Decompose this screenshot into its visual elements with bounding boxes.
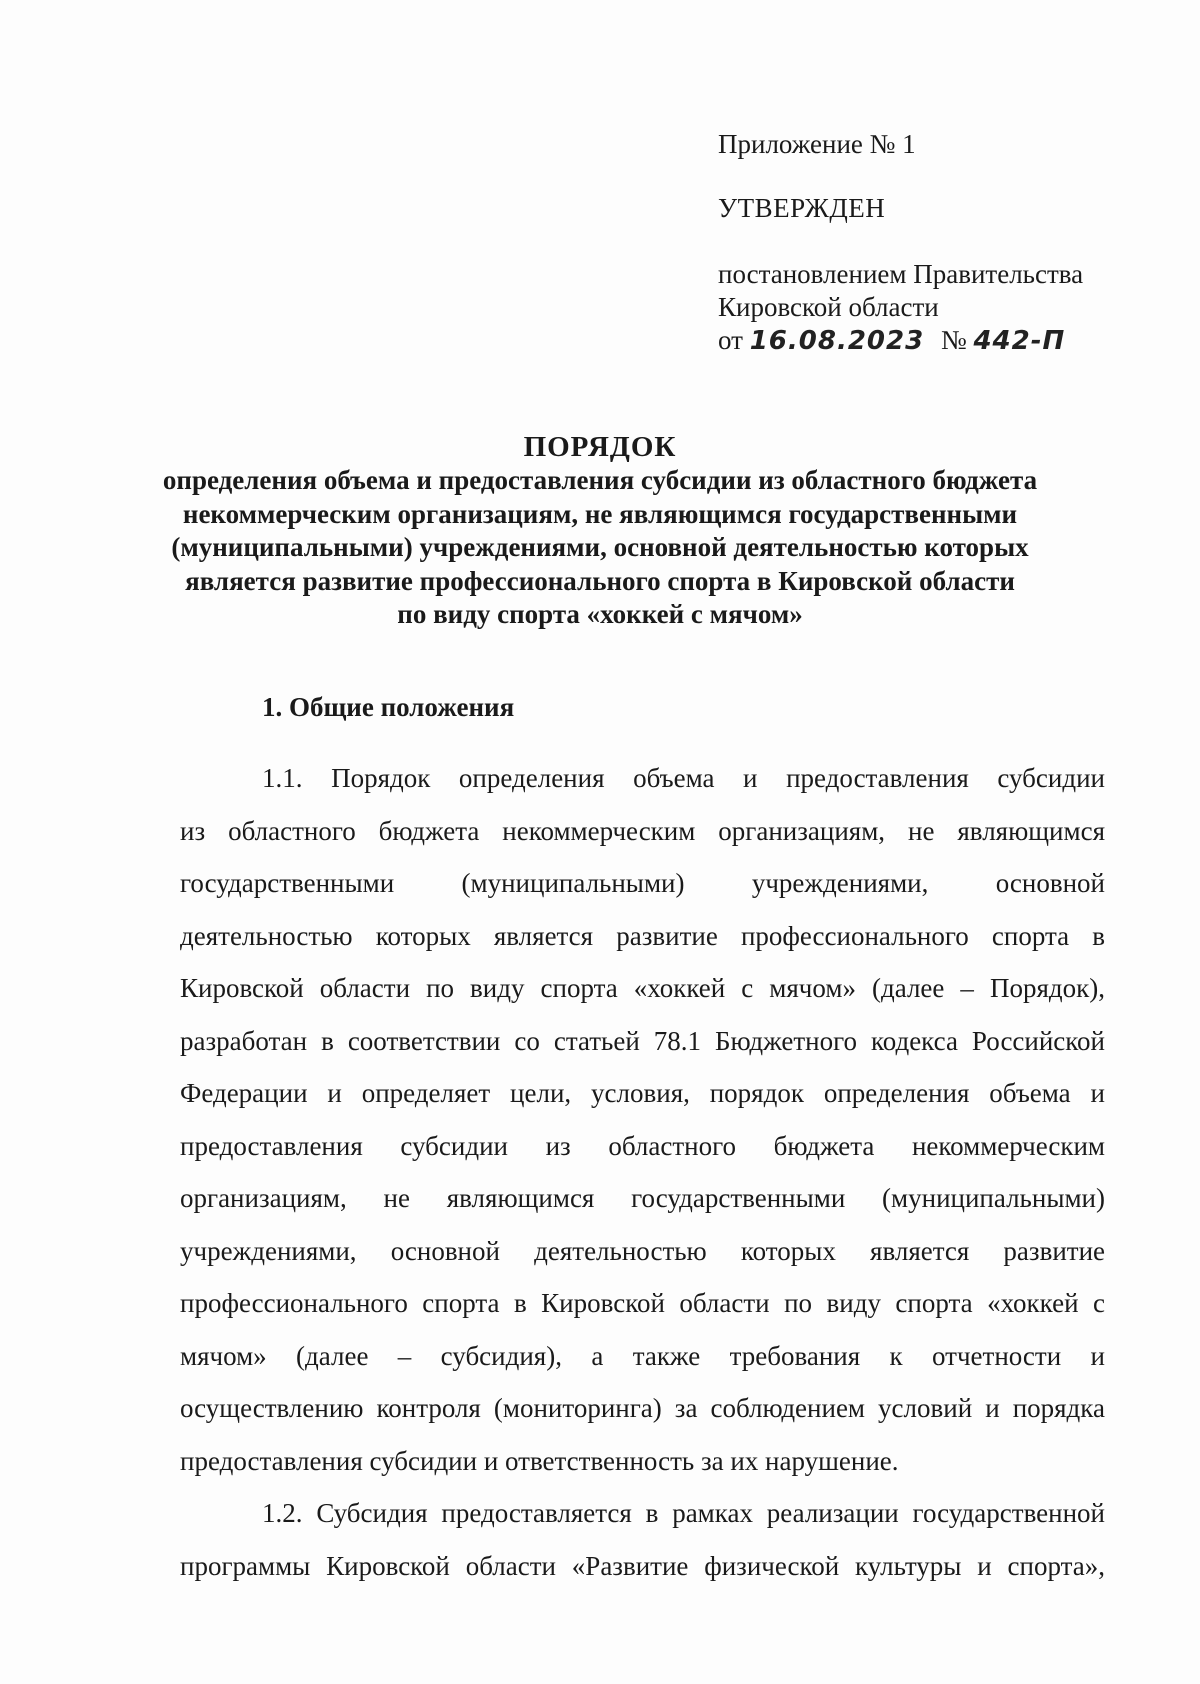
subtitle-line: некоммерческим организациям, не являющимся государственными (182, 498, 1018, 529)
paragraph-line: профессионального спорта в Кировской области по виду спорта «хоккей с (180, 1288, 1105, 1318)
subtitle-line: является развитие профессионального спорта в Кировской области (185, 565, 1015, 596)
paragraph-line: из областного бюджета некоммерческим организациям, не являющимся (180, 815, 1105, 846)
decree-line-2: Кировской области (718, 292, 939, 322)
decree-line-1: постановлением Правительства (718, 259, 1084, 289)
document-title: ПОРЯДОК (523, 431, 677, 463)
paragraph-line: организациям, не являющимся государственными (муниципальными) (180, 1183, 1105, 1213)
handwritten-date: 16.08.2023 (749, 326, 925, 356)
number-prefix: № (940, 325, 967, 355)
section-heading: 1. Общие положения (262, 692, 515, 722)
paragraph-1-2 (180, 1487, 1105, 1592)
paragraph-line: программы Кировской области «Развитие физической культуры и спорта», (180, 1550, 1105, 1581)
document-subtitle (150, 464, 1050, 632)
paragraph-line: мячом» (далее – субсидия), а также требования к отчетности и (180, 1340, 1105, 1371)
subtitle-line: (муниципальными) учреждениями, основной деятельностью которых (171, 532, 1029, 562)
paragraph-line: деятельностью которых является развитие профессионального спорта в (180, 920, 1105, 951)
paragraph-line: предоставления субсидии из областного бюджета некоммерческим (180, 1130, 1105, 1161)
document-body (180, 752, 1105, 1592)
paragraph-line: 1.1. Порядок определения объема и предоставления субсидии (262, 763, 1105, 793)
paragraph-line: государственными (муниципальными) учреждениями, основной (180, 868, 1105, 898)
paragraph-line: Федерации и определяет цели, условия, порядок определения объема и (180, 1078, 1105, 1108)
document-title-block (150, 430, 1050, 632)
decree-date-number-line (718, 323, 1065, 358)
paragraph-line: Кировской области по виду спорта «хоккей с мячом» (далее – Порядок), (180, 973, 1105, 1003)
paragraph-line: осуществлению контроля (мониторинга) за соблюдением условий и порядка (180, 1393, 1105, 1423)
subtitle-line: по виду спорта «хоккей с мячом» (397, 599, 803, 629)
paragraph-1-1 (180, 752, 1105, 1487)
paragraph-line: учреждениями, основной деятельностью которых является развитие (180, 1235, 1105, 1266)
paragraph-line: 1.2. Субсидия предоставляется в рамках реализации государственной (262, 1498, 1105, 1528)
date-prefix: от (718, 325, 743, 355)
approved-label: УТВЕРЖДЕН (718, 193, 886, 223)
annex-label: Приложение № 1 (718, 129, 916, 159)
subtitle-line: определения объема и предоставления субсидии из областного бюджета (162, 465, 1038, 495)
paragraph-line: предоставления субсидии и ответственность за их нарушение. (180, 1445, 899, 1476)
paragraph-line: разработан в соответствии со статьей 78.1 Бюджетного кодекса Российской (180, 1025, 1105, 1056)
handwritten-number: 442-П (973, 326, 1066, 356)
